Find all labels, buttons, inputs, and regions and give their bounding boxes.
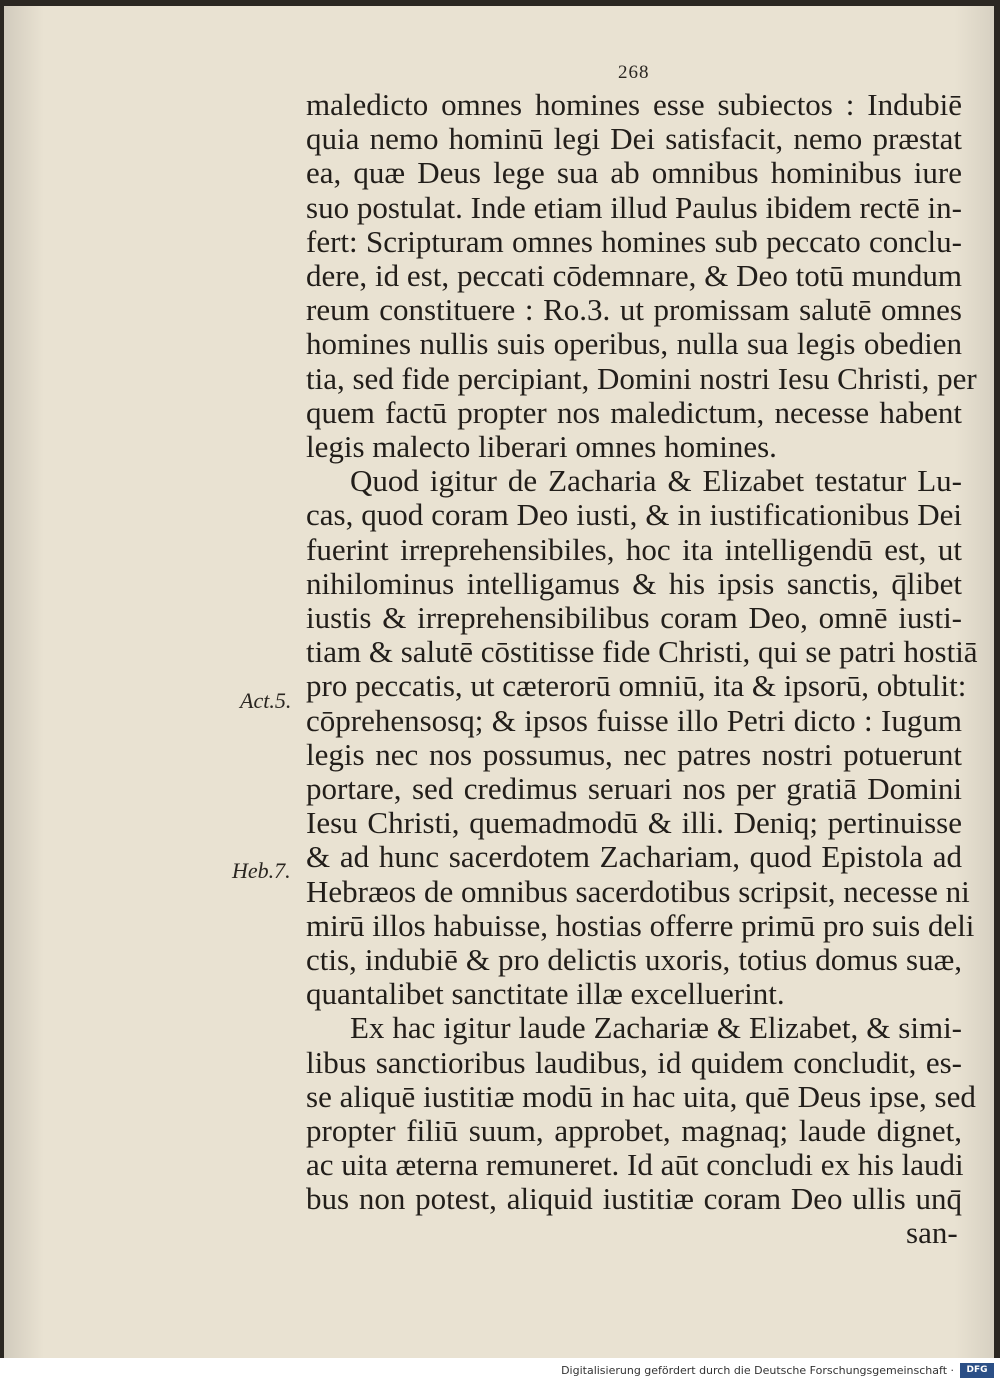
text-line: tiam & salutē cōstitisse fide Christi, qui se patri hostiā xyxy=(306,634,978,669)
page-number: 268 xyxy=(618,62,650,83)
dfg-logo: DFG xyxy=(960,1363,994,1378)
text-line: fert: Scripturam omnes homines sub peccato conclu- xyxy=(306,224,962,259)
footer-bar xyxy=(0,1358,1000,1385)
text-line: libus sanctioribus laudibus, id quidem concludit, es- xyxy=(306,1045,962,1080)
text-line: mirū illos habuisse, hostias offerre primū pro suis deli xyxy=(306,908,975,943)
text-line: se aliquē iustitiæ modū in hac uita, quē Deus ipse, sed xyxy=(306,1079,976,1114)
text-line: cōprehensosq; & ipsos fuisse illo Petri dicto : Iugum xyxy=(306,703,962,738)
text-line: suo postulat. Inde etiam illud Paulus ibidem rectē in- xyxy=(306,190,962,225)
text-line: Hebræos de omnibus sacerdotibus scripsit, necesse ni xyxy=(306,874,970,909)
text-line: tia, sed fide percipiant, Domini nostri Iesu Christi, per xyxy=(306,361,977,396)
footer-credit: Digitalisierung gefördert durch die Deutsche Forschungsgemeinschaft · xyxy=(561,1364,954,1377)
text-line: pro peccatis, ut cæterorū omniū, ita & ipsorū, obtulit: xyxy=(306,668,967,703)
paragraph-start: Quod igitur de Zacharia & Elizabet testatur Lu- xyxy=(350,463,962,498)
paragraph-start: Ex hac igitur laude Zachariæ & Elizabet, & simi- xyxy=(350,1010,962,1045)
margin-note-acts: Act.5. xyxy=(240,688,292,713)
margin-note-hebrews: Heb.7. xyxy=(232,858,291,883)
text-line: ea, quæ Deus lege sua ab omnibus hominibus iure xyxy=(306,155,962,190)
text-line: Iesu Christi, quemadmodū & illi. Deniq; pertinuisse xyxy=(306,805,962,840)
text-line: reum constituere : Ro.3. ut promissam salutē omnes xyxy=(306,292,962,327)
text-line: homines nullis suis operibus, nulla sua legis obedien xyxy=(306,326,962,361)
text-line: nihilominus intelligamus & his ipsis sanctis, q̄libet xyxy=(306,566,962,601)
text-line: quia nemo hominū legi Dei satisfacit, nemo præstat xyxy=(306,121,962,156)
text-line: maledicto omnes homines esse subiectos : Indubiē xyxy=(306,87,962,122)
text-line: fuerint irreprehensibiles, hoc ita intelligendū est, ut xyxy=(306,532,962,567)
book-page xyxy=(4,6,994,1358)
text-line: propter filiū suum, approbet, magnaq; laude dignet, xyxy=(306,1113,962,1148)
text-line: legis nec nos possumus, nec patres nostri potuerunt xyxy=(306,737,962,772)
text-line: iustis & irreprehensibilibus coram Deo, omnē iusti- xyxy=(306,600,962,635)
text-line: cas, quod coram Deo iusti, & in iustificationibus Dei xyxy=(306,497,962,532)
text-line: dere, id est, peccati cōdemnare, & Deo totū mundum xyxy=(306,258,962,293)
text-line: quantalibet sanctitate illæ excelluerint. xyxy=(306,976,785,1011)
text-line: legis malecto liberari omnes homines. xyxy=(306,429,777,464)
text-line: portare, sed credimus seruari nos per gratiā Domini xyxy=(306,771,962,806)
text-line: quem factū propter nos maledictum, necesse habent xyxy=(306,395,962,430)
text-line: ac uita æterna remuneret. Id aūt concludi ex his laudi xyxy=(306,1147,964,1182)
text-line: ctis, indubiē & pro delictis uxoris, totius domus suæ, xyxy=(306,942,962,977)
text-line: & ad hunc sacerdotem Zachariam, quod Epistola ad xyxy=(306,839,962,874)
text-line: bus non potest, aliquid iustitiæ coram Deo ullis unq̄ xyxy=(306,1181,962,1216)
catchword: san- xyxy=(906,1215,958,1250)
